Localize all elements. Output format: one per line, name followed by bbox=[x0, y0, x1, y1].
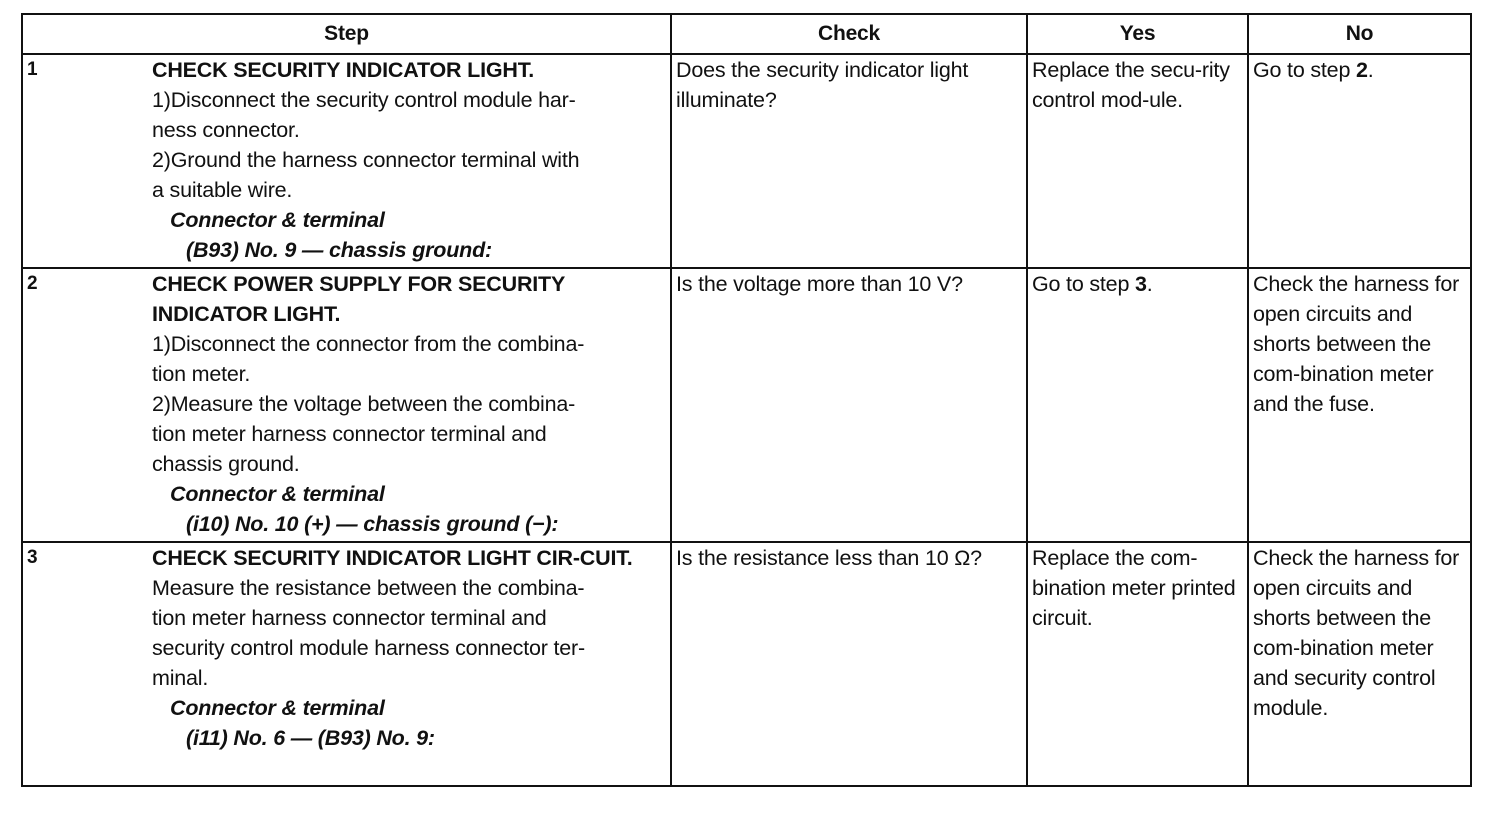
connector-value: (i11) No. 6 — (B93) No. 9: bbox=[186, 726, 435, 750]
header-no: No bbox=[1248, 14, 1471, 54]
step-cell bbox=[22, 54, 671, 268]
step-cell bbox=[22, 542, 671, 786]
step-body bbox=[152, 269, 666, 539]
step-title: CHECK SECURITY INDICATOR LIGHT CIR-CUIT. bbox=[152, 546, 633, 570]
yes-cell: Replace the secu-rity control mod-ule. bbox=[1027, 54, 1248, 268]
step-text: chassis ground. bbox=[152, 452, 300, 476]
step-text: tion meter harness connector terminal and bbox=[152, 422, 547, 446]
step-cell bbox=[22, 268, 671, 542]
step-text: ness connector. bbox=[152, 118, 300, 142]
header-row bbox=[22, 14, 1471, 54]
step-text: 1)Disconnect the security control module har- bbox=[152, 88, 576, 112]
header-check: Check bbox=[671, 14, 1027, 54]
no-text-end: . bbox=[1367, 58, 1374, 82]
connector-heading: Connector & terminal bbox=[170, 482, 385, 506]
step-number: 1 bbox=[27, 59, 38, 80]
step-number: 3 bbox=[27, 547, 38, 568]
step-title: CHECK SECURITY INDICATOR LIGHT. bbox=[152, 58, 535, 82]
step-body bbox=[152, 55, 666, 265]
step-text: 1)Disconnect the connector from the combina- bbox=[152, 332, 585, 356]
table-row bbox=[22, 268, 1471, 542]
no-cell bbox=[1248, 54, 1471, 268]
check-cell: Is the resistance less than 10 Ω? bbox=[671, 542, 1027, 786]
step-text: Measure the resistance between the combina- bbox=[152, 576, 585, 600]
table-row bbox=[22, 54, 1471, 268]
connector-heading: Connector & terminal bbox=[170, 208, 385, 232]
check-cell: Does the security indicator light illuminate? bbox=[671, 54, 1027, 268]
yes-text-end: . bbox=[1146, 272, 1153, 296]
step-text: tion meter. bbox=[152, 362, 251, 386]
yes-cell bbox=[1027, 268, 1248, 542]
connector-value: (i10) No. 10 (+) — chassis ground (−): bbox=[186, 512, 559, 536]
header-yes: Yes bbox=[1027, 14, 1248, 54]
no-cell: Check the harness for open circuits and shorts between the com-bination meter and the fuse. bbox=[1248, 268, 1471, 542]
diagnostic-table bbox=[21, 13, 1472, 787]
step-text: security control module harness connector ter- bbox=[152, 636, 585, 660]
step-text: tion meter harness connector terminal and bbox=[152, 606, 547, 630]
no-text: Go to step bbox=[1253, 58, 1356, 82]
connector-value: (B93) No. 9 — chassis ground: bbox=[186, 238, 493, 262]
step-body bbox=[152, 543, 666, 753]
table-row bbox=[22, 542, 1471, 786]
step-title: CHECK POWER SUPPLY FOR SECURITY INDICATOR LIGHT. bbox=[152, 272, 565, 326]
step-ref: 3 bbox=[1134, 272, 1147, 296]
yes-cell: Replace the com-bination meter printed circuit. bbox=[1027, 542, 1248, 786]
step-text: minal. bbox=[152, 666, 209, 690]
connector-heading: Connector & terminal bbox=[170, 696, 385, 720]
check-cell: Is the voltage more than 10 V? bbox=[671, 268, 1027, 542]
step-text: 2)Measure the voltage between the combina- bbox=[152, 392, 576, 416]
step-ref: 2 bbox=[1355, 58, 1368, 82]
header-step: Step bbox=[22, 14, 671, 54]
step-text: a suitable wire. bbox=[152, 178, 293, 202]
yes-text: Go to step bbox=[1032, 272, 1135, 296]
no-cell: Check the harness for open circuits and shorts between the com-bination meter and security control module. bbox=[1248, 542, 1471, 786]
step-number: 2 bbox=[27, 273, 38, 294]
step-text: 2)Ground the harness connector terminal with bbox=[152, 148, 580, 172]
